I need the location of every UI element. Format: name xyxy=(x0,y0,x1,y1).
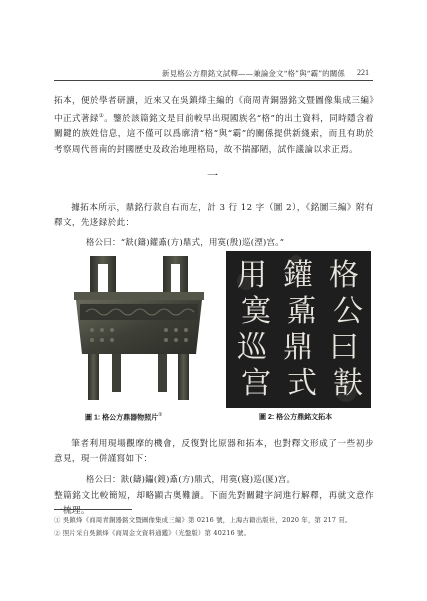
page-number: 221 xyxy=(357,68,369,77)
running-title: 新見格公方鼎銘文試釋——兼論金文“格”與“霸”的關係 xyxy=(162,69,345,78)
rubbing-glyph: 曰 xyxy=(329,330,359,365)
rubbing-glyph: 㝬 xyxy=(333,366,363,401)
figure-1-photo xyxy=(68,252,210,404)
rubbing-glyph: 鑵 xyxy=(283,258,313,293)
rubbing-glyphs xyxy=(237,258,363,401)
paragraph-4: 整篇銘文比較簡短，却略顯古奥難讀。下面先對關鍵字詞進行解釋，再就文意作一梳理。 xyxy=(54,491,374,517)
bronze-ding-image xyxy=(68,252,210,404)
paragraph-2: 據拓本所示，鼎銘行款自右而左，計 3 行 12 字（圖 2），《銘圖三編》附有釋文，先迻録於此： xyxy=(54,203,374,229)
rubbing-glyph: 格 xyxy=(329,258,359,293)
figure-1-caption-text: 圖 1: 格公方鼎器物照片 xyxy=(85,414,159,422)
inscription-quote-1: 格公曰：“㝬(鑄)鑵鼒(方)鼎式，用寞(殷)巡(湮)宫。” xyxy=(86,237,285,247)
paragraph-1 xyxy=(54,94,374,158)
rubbing-glyph: 巡 xyxy=(237,330,267,365)
rubbing-glyph: 用 xyxy=(237,258,267,293)
rubbing-glyph: 式 xyxy=(287,366,317,401)
inscription-quote-2: 格公曰：㝬(鑄)鑘(䤹)鼒(方)鼎式，用寞(寢)巡(匽)宫。 xyxy=(86,474,296,484)
rubbing-glyph: 鼎 xyxy=(283,330,313,365)
rubbing-glyph: 宫 xyxy=(241,366,271,401)
footnote-2: ② 照片采自吳鎮烽《商周金文資料通鑑》（光盤版）第 40216 號。 xyxy=(54,529,251,537)
paragraph-1-text: 拓本，便於學者研讀，近來又在吳鎮烽主編的《商周青銅器銘文暨圖像集成三編》中正式著録 xyxy=(54,96,374,125)
rubbing-glyph: 鼒 xyxy=(287,294,317,329)
footnote-rule xyxy=(54,509,132,510)
footnote-ref-2[interactable]: ② xyxy=(158,412,163,418)
rubbing-glyph: 公 xyxy=(333,294,363,329)
paragraph-1-rest: 。鑒於該篇銘文是目前較早出現國族名“格”的出土資料，同時隱含着關鍵的族姓信息，這不僅可以爲廓清“格”與“霸”的關係提供新綫索，而且有助於考察周代晉南的封國歷史及政治地理格局，故不揣鄙陋，試作議論以求正焉。 xyxy=(54,114,374,155)
figure-2-rubbing xyxy=(226,251,371,408)
header-rule xyxy=(54,80,373,81)
paragraph-3: 筆者利用現場觀摩的機會，反復對比原器和拓本，也對釋文形成了一些初步意見，現一併謹寫如下： xyxy=(54,439,374,465)
footnote-1: ① 吳鎮烽《商周青銅器銘文暨圖像集成三編》第 0216 號，上海古籍出版社，2020 年，第 217 頁。 xyxy=(54,516,352,524)
footnote-ref-1[interactable]: ① xyxy=(98,113,105,120)
inscription-rubbing-image xyxy=(226,251,371,408)
figure-2-caption: 圖 2: 格公方鼎銘文拓本 xyxy=(259,414,333,421)
section-heading: 一 xyxy=(207,169,218,182)
rubbing-glyph: 寞 xyxy=(241,294,271,329)
figure-1-caption xyxy=(85,412,163,422)
